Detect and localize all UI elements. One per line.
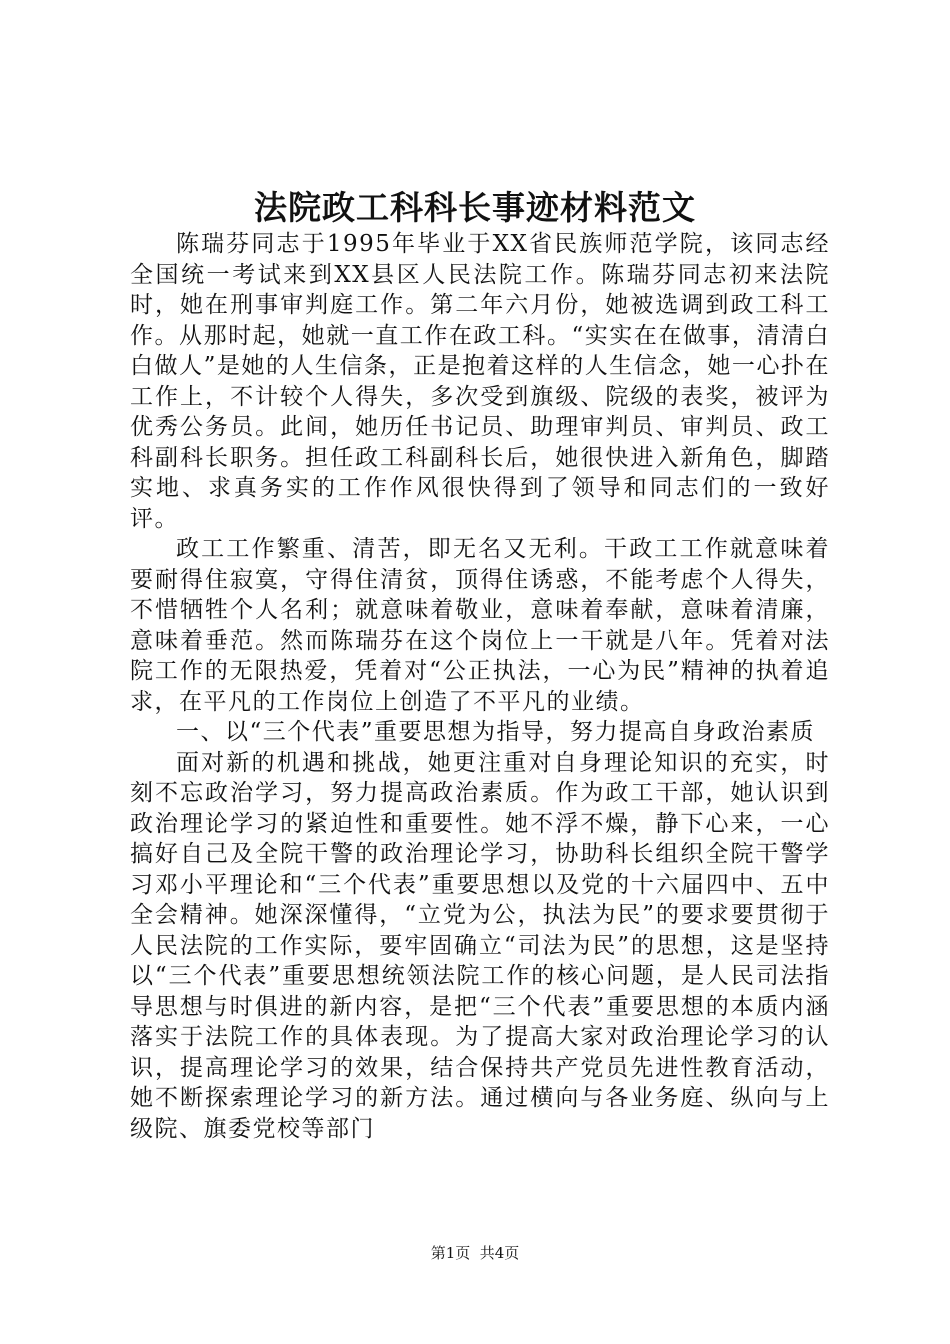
page-number: 第1页 共4页: [430, 1244, 520, 1262]
document-title: 法院政工科科长事迹材料范文: [254, 188, 696, 227]
document-body: [130, 229, 830, 1144]
page-footer: [0, 1243, 950, 1263]
body-paragraph: 陈瑞芬同志于1995年毕业于XX省民族师范学院，该同志经全国统一考试来到XX县区人民法院工作。陈瑞芬同志初来法院时，她在刑事审判庭工作。第二年六月份，她被选调到政工科工作。从那时起，她就一直工作在政工科。“实实在在做事，清清白白做人”是她的人生信条，正是抱着这样的人生信念，她一心扑在工作上，不计较个人得失，多次受到旗级、院级的表奖，被评为优秀公务员。此间，她历任书记员、助理审判员、审判员、政工科副科长职务。担任政工科副科长后，她很快进入新角色，脚踏实地、求真务实的工作作风很快得到了领导和同志们的一致好评。: [130, 231, 830, 532]
body-paragraph: 面对新的机遇和挑战，她更注重对自身理论知识的充实，时刻不忘政治学习，努力提高政治素质。作为政工干部，她认识到政治理论学习的紧迫性和重要性。她不浮不燥，静下心来，一心搞好自己及全院干警的政治理论学习，协助科长组织全院干警学习邓小平理论和“三个代表”重要思想以及党的十六届四中、五中全会精神。她深深懂得，“立党为公，执法为民”的要求要贯彻于人民法院的工作实际，要牢固确立“司法为民”的思想，这是坚持以“三个代表”重要思想统领法院工作的核心问题，是人民司法指导思想与时俱进的新内容，是把“三个代表”重要思想的本质内涵落实于法院工作的具体表现。为了提高大家对政治理论学习的认识，提高理论学习的效果，结合保持共产党员先进性教育活动，她不断探索理论学习的新方法。通过横向与各业务庭、纵向与上级院、旗委党校等部门: [130, 749, 830, 1142]
section-heading: 一、以“三个代表”重要思想为指导，努力提高自身政治素质: [176, 719, 816, 745]
body-paragraph: 政工工作繁重、清苦，即无名又无利。干政工工作就意味着要耐得住寂寞，守得住清贫，顶得住诱惑，不能考虑个人得失，不惜牺牲个人名利；就意味着敬业，意味着奉献，意味着清廉，意味着垂范。然而陈瑞芬在这个岗位上一干就是八年。凭着对法院工作的无限热爱，凭着对“公正执法，一心为民”精神的执着追求，在平凡的工作岗位上创造了不平凡的业绩。: [130, 536, 830, 715]
